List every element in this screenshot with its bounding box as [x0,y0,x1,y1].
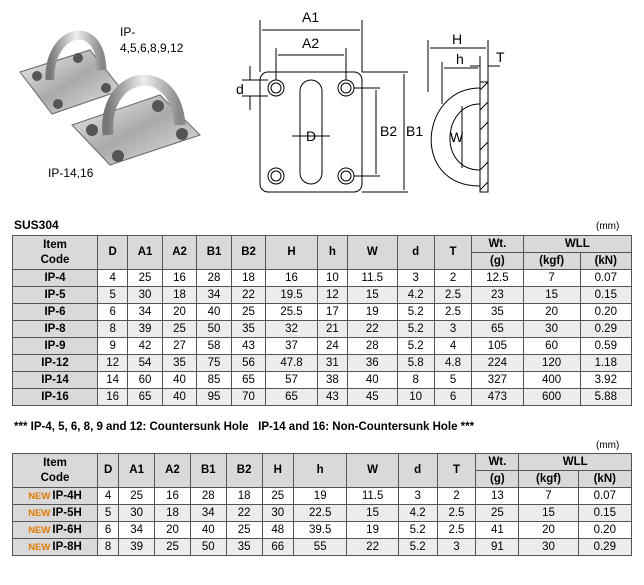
table-cell: 6 [434,389,471,406]
table-cell: 21 [317,321,347,338]
table-cell: 7 [519,488,578,505]
table-cell: 34 [197,287,232,304]
item-code-text: IP-6 [44,305,66,318]
table-cell: 55 [294,539,347,556]
table-cell: 66 [262,539,293,556]
table-cell: 28 [197,270,232,287]
dim-T: T [496,49,505,65]
header-wt: Wt. [472,236,523,253]
table-cell: 20 [519,522,578,539]
item-code-text: IP-4 [44,271,66,284]
table-cell: 25 [262,488,293,505]
unit-label-1: (mm) [596,221,620,232]
table-cell: 12 [98,355,128,372]
table-cell: 60 [523,338,580,355]
header-A2: A2 [162,236,197,270]
table-row [13,505,632,522]
table-cell: 19 [348,304,398,321]
table-cell: 30 [262,505,293,522]
new-badge: NEW [28,507,51,519]
table-cell: 56 [231,355,266,372]
table-row [13,372,632,389]
table-cell: 600 [523,389,580,406]
header-B2: B2 [231,236,266,270]
table-cell: 39.5 [294,522,347,539]
table-cell: 8 [397,372,434,389]
table-cell: 20 [523,304,580,321]
table-cell: 34 [119,522,155,539]
table-cell: 22 [347,539,398,556]
table-cell: 473 [472,389,523,406]
header-W: W [348,236,398,270]
table-row [13,389,632,406]
table-cell: 43 [317,389,347,406]
item-code-cell [13,505,98,522]
table-cell: 91 [476,539,519,556]
table-cell: 0.29 [580,321,631,338]
table-cell: 18 [162,287,197,304]
table-cell: 35 [226,539,262,556]
table-cell: 42 [128,338,163,355]
item-code-text: IP-9 [44,339,66,352]
table-cell: 13 [476,488,519,505]
table-cell: 22 [226,505,262,522]
table-cell: 5.2 [397,338,434,355]
header-A2: A2 [155,454,191,488]
table-row [13,270,632,287]
header-h: h [317,236,347,270]
table-cell: 75 [197,355,232,372]
table-cell: 3.92 [580,372,631,389]
header-B2: B2 [226,454,262,488]
table-cell: 18 [231,270,266,287]
table-cell: 23 [472,287,523,304]
table-cell: 60 [128,372,163,389]
table-row [13,488,632,505]
new-badge: NEW [28,541,51,553]
table-row [13,539,632,556]
table-cell: 5.2 [397,304,434,321]
table-cell: 5 [434,372,471,389]
item-code-cell [13,372,98,389]
header-wt: Wt. [476,454,519,471]
table-cell: 2.5 [434,287,471,304]
item-code-text: IP-14 [41,373,69,386]
table-cell: 4 [434,338,471,355]
table-cell: 16 [162,270,197,287]
table-cell: 120 [523,355,580,372]
table-cell: 0.07 [580,270,631,287]
table-row [13,522,632,539]
item-code-text: IP-8 [44,322,66,335]
table-cell: 19 [294,488,347,505]
table-cell: 16 [155,488,191,505]
table-cell: 35 [472,304,523,321]
table-cell: 37 [266,338,317,355]
table-cell: 2.5 [437,505,476,522]
table-cell: 2.5 [437,522,476,539]
table-cell: 22.5 [294,505,347,522]
table-cell: 32 [266,321,317,338]
table-cell: 14 [98,372,128,389]
table-cell: 5 [98,505,119,522]
table-cell: 0.29 [578,539,631,556]
table-cell: 50 [197,321,232,338]
table-cell: 16 [98,389,128,406]
table-cell: 70 [231,389,266,406]
table-cell: 30 [128,287,163,304]
dim-W: W [450,129,464,145]
table-cell: 0.07 [578,488,631,505]
table-cell: 19.5 [266,287,317,304]
table-cell: 3 [398,488,437,505]
header-A1: A1 [119,454,155,488]
table-cell: 85 [197,372,232,389]
header-d: d [398,454,437,488]
table-cell: 43 [231,338,266,355]
item-code-cell [13,539,98,556]
table-cell: 2 [437,488,476,505]
header-wll-kn: (kN) [580,253,631,270]
item-code-text: IP-6H [52,523,82,536]
table-cell: 40 [162,389,197,406]
table-cell: 0.15 [580,287,631,304]
header-B1: B1 [190,454,226,488]
table-cell: 25 [128,270,163,287]
table-cell: 22 [348,321,398,338]
header-h: h [294,454,347,488]
dim-A2: A2 [302,35,320,51]
table-cell: 25 [476,505,519,522]
table-cell: 30 [519,539,578,556]
table-cell: 24 [317,338,347,355]
table-cell: 48 [262,522,293,539]
table-cell: 25 [226,522,262,539]
item-code-text: IP-5 [44,288,66,301]
table-cell: 3 [434,321,471,338]
dim-h: h [456,51,464,67]
table-cell: 5 [98,287,128,304]
table-cell: 31 [317,355,347,372]
item-code-text: IP-8H [52,540,82,553]
table-cell: 39 [128,321,163,338]
item-code-cell [13,389,98,406]
table-cell: 15 [523,287,580,304]
table-cell: 12.5 [472,270,523,287]
table-row [13,321,632,338]
photo-label-bottom: IP-14,16 [48,166,94,180]
header-wll-kn: (kN) [578,471,631,488]
table-cell: 50 [190,539,226,556]
table-cell: 58 [197,338,232,355]
table-cell: 5.88 [580,389,631,406]
table-cell: 28 [348,338,398,355]
table-cell: 0.59 [580,338,631,355]
header-W: W [347,454,398,488]
header-H: H [266,236,317,270]
table-cell: 40 [197,304,232,321]
header-H: H [262,454,293,488]
header-A1: A1 [128,236,163,270]
table-cell: 65 [266,389,317,406]
header-item-code: Item Code [13,236,98,270]
dim-H: H [452,31,463,47]
table-row [13,304,632,321]
table-cell: 34 [190,505,226,522]
table-cell: 10 [317,270,347,287]
header-wll-kgf: (kgf) [519,471,578,488]
new-badge: NEW [28,524,51,536]
table-cell: 12 [317,287,347,304]
table-cell: 5.2 [397,321,434,338]
table-cell: 400 [523,372,580,389]
item-code-text: IP-4H [52,489,82,502]
spec-table-high [12,453,632,556]
dim-D: D [306,128,317,144]
table-cell: 65 [128,389,163,406]
table-cell: 35 [231,321,266,338]
table-cell: 11.5 [348,270,398,287]
table-cell: 327 [472,372,523,389]
table-cell: 3 [397,270,434,287]
table-cell: 25 [231,304,266,321]
header-D: D [98,454,119,488]
table-cell: 40 [348,372,398,389]
table-cell: 57 [266,372,317,389]
table-cell: 4.2 [397,287,434,304]
table-cell: 95 [197,389,232,406]
table-cell: 9 [98,338,128,355]
table-cell: 18 [155,505,191,522]
dim-d: d [236,81,244,97]
table-cell: 15 [348,287,398,304]
table-cell: 4 [98,488,119,505]
header-d: d [397,236,434,270]
item-code-cell [13,270,98,287]
table-cell: 4.2 [398,505,437,522]
table-cell: 0.20 [578,522,631,539]
table-cell: 39 [119,539,155,556]
header-B1: B1 [197,236,232,270]
table-cell: 5.2 [398,539,437,556]
table-cell: 30 [523,321,580,338]
new-badge: NEW [28,490,51,502]
table-cell: 28 [190,488,226,505]
table-cell: 47.8 [266,355,317,372]
item-code-cell [13,321,98,338]
table-cell: 16 [266,270,317,287]
table-cell: 5.8 [397,355,434,372]
item-code-cell [13,488,98,505]
table-cell: 4 [98,270,128,287]
table-cell: 36 [348,355,398,372]
table-cell: 0.15 [578,505,631,522]
table-cell: 6 [98,304,128,321]
table-cell: 25 [155,539,191,556]
item-code-cell [13,304,98,321]
table-cell: 15 [519,505,578,522]
table-row [13,338,632,355]
item-code-cell [13,338,98,355]
table-cell: 224 [472,355,523,372]
table-cell: 105 [472,338,523,355]
item-code-text: IP-12 [41,356,69,369]
dim-A1: A1 [302,9,320,25]
table-cell: 18 [226,488,262,505]
item-code-cell [13,522,98,539]
item-code-cell [13,355,98,372]
table-cell: 4.8 [434,355,471,372]
header-wt-unit: (g) [476,471,519,488]
table-cell: 25.5 [266,304,317,321]
table-cell: 65 [231,372,266,389]
table-cell: 41 [476,522,519,539]
table-cell: 40 [190,522,226,539]
table-cell: 40 [162,372,197,389]
table-cell: 11.5 [347,488,398,505]
item-code-cell [13,287,98,304]
table-cell: 35 [162,355,197,372]
table-cell: 65 [472,321,523,338]
table-cell: 20 [162,304,197,321]
table-cell: 8 [98,321,128,338]
table-cell: 38 [317,372,347,389]
header-wll: WLL [519,454,632,471]
unit-label-2: (mm) [596,440,620,451]
table-cell: 30 [119,505,155,522]
table-cell: 25 [119,488,155,505]
header-wll-kgf: (kgf) [523,253,580,270]
table-cell: 15 [347,505,398,522]
table-cell: 25 [162,321,197,338]
table-cell: 22 [231,287,266,304]
table-cell: 7 [523,270,580,287]
header-T: T [437,454,476,488]
photo-label-top: IP- 4,5,6,8,9,12 [120,25,184,55]
table-cell: 10 [397,389,434,406]
dimension-diagram [230,0,530,205]
table-cell: 20 [155,522,191,539]
spec-table-standard [12,235,632,406]
table-cell: 17 [317,304,347,321]
countersunk-note: *** IP-4, 5, 6, 8, 9 and 12: Countersunk Hole IP-14 and 16: Non-Countersunk Hole *** [14,421,475,433]
table-cell: 54 [128,355,163,372]
header-D: D [98,236,128,270]
table-cell: 27 [162,338,197,355]
table-cell: 34 [128,304,163,321]
table-cell: 1.18 [580,355,631,372]
item-code-text: IP-16 [41,390,69,403]
table-row [13,287,632,304]
table-cell: 0.20 [580,304,631,321]
header-wll: WLL [523,236,631,253]
table-cell: 6 [98,522,119,539]
table-cell: 8 [98,539,119,556]
table-row [13,355,632,372]
header-wt-unit: (g) [472,253,523,270]
item-code-text: IP-5H [52,506,82,519]
table-cell: 3 [437,539,476,556]
table-cell: 2.5 [434,304,471,321]
table-cell: 2 [434,270,471,287]
dim-B2: B2 [380,123,398,139]
table-cell: 19 [347,522,398,539]
header-item-code: Item Code [13,454,98,488]
material-label: SUS304 [14,218,59,232]
header-T: T [434,236,471,270]
dim-B1: B1 [406,123,424,139]
table-cell: 45 [348,389,398,406]
table-cell: 5.2 [398,522,437,539]
